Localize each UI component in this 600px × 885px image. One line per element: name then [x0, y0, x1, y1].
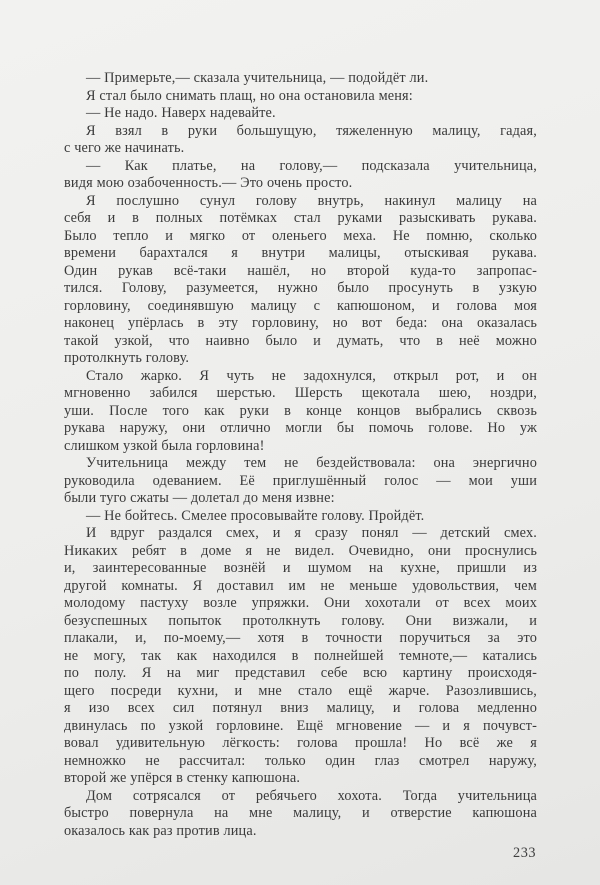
text-line: вовал удивительную лёгкость: голова прошла! Но всё же я — [64, 735, 537, 751]
text-line: мгновенно забился шерстью. Шерсть щекотала шею, ноздри, — [64, 385, 537, 401]
text-line: горловину, соединявшую малицу с капюшоном, и голова моя — [64, 297, 537, 314]
text-line: я изо всех сил потянул вниз малицу, и голова медленно — [64, 700, 537, 716]
text-line: времени барахтался я внутри малицы, отыскивая рукава. — [64, 245, 537, 261]
paragraph — [64, 508, 537, 526]
paragraph — [64, 88, 537, 106]
text-line: протолкнуть голову. — [64, 350, 190, 366]
text-line: наконец упёрлась в эту горловину, но вот беда: она оказалась — [64, 315, 537, 331]
text-line: Я послушно сунул голову внутрь, накинул малицу на — [86, 192, 537, 209]
paragraph — [64, 70, 537, 88]
text-line: И вдруг раздался смех, и я сразу понял — детский смех. — [86, 525, 537, 541]
text-line: тился. Голову, разумеется, нужно было просунуть в узкую — [64, 280, 537, 296]
paragraph — [64, 123, 537, 158]
text-line: и, заинтересованные вознёй и шумом на кухне, пришли из — [64, 560, 537, 576]
text-line: быстро повернула на мне малицу, и отверстие капюшона — [64, 805, 537, 821]
page-number: 233 — [513, 845, 536, 861]
text-line: второй же упёрся в стенку капюшона. — [64, 770, 301, 786]
text-line: с чего же начинать. — [64, 140, 185, 156]
text-line: уши. После того как руки в конце концов выбрались сквозь — [64, 402, 537, 419]
text-line: двинулась по узкой горловине. Ещё мгновение — и я почувст- — [64, 717, 537, 734]
paragraph — [64, 158, 537, 193]
text-line: руководила одеванием. Её приглушённый голос — мои уши — [64, 472, 537, 489]
text-line: Один рукав всё-таки нашёл, но второй куда-то запропас- — [64, 262, 537, 279]
paragraph — [64, 368, 537, 456]
page-text-block — [64, 70, 537, 840]
text-line: не могу, так как находился в полнейшей темноте,— катались — [64, 647, 537, 664]
text-line: — Примерьте,— сказала учительница, — подойдёт ли. — [86, 70, 429, 86]
text-line: другой комнаты. Я доставил им не меньше удовольствия, чем — [64, 577, 537, 594]
text-line: Я стал было снимать плащ, но она остановила меня: — [86, 87, 413, 104]
text-line: видя мою озабоченность.— Это очень просто. — [64, 175, 353, 191]
text-line: Дом сотрясался от ребячьего хохота. Тогда учительница — [86, 787, 537, 804]
text-line: щего посреди кухни, и мне стало ещё жарче. Разозлившись, — [64, 682, 537, 699]
text-line: по полу. Я на миг представил себе всю картину происходя- — [64, 665, 537, 681]
text-line: Я взял в руки большущую, тяжеленную малицу, гадая, — [86, 122, 537, 139]
paragraph — [64, 525, 537, 788]
paragraph — [64, 455, 537, 508]
text-line: — Не надо. Наверх надевайте. — [86, 105, 276, 121]
text-line: такой узкой, что наивно было и думать, что в неё можно — [64, 332, 537, 349]
paragraph — [64, 193, 537, 368]
text-line: — Не бойтесь. Смелее просовывайте голову. Пройдёт. — [86, 507, 425, 524]
paragraph — [64, 788, 537, 841]
text-line: немножко не рассчитал: только один глаз смотрел наружу, — [64, 752, 537, 769]
text-line: Было тепло и мягко от оленьего меха. Не помню, сколько — [64, 227, 537, 244]
text-line: — Как платье, на голову,— подсказала учительница, — [86, 157, 537, 174]
paragraph — [64, 105, 537, 123]
text-line: слишком узкой была горловина! — [64, 437, 265, 454]
text-line: молодому пастуху возле упряжки. Они хохотали от всех моих — [64, 595, 537, 611]
text-line: безуспешных попыток протолкнуть голову. Они визжали, и — [64, 612, 537, 629]
text-line: себя и в полных потёмках стал руками разыскивать рукава. — [64, 210, 537, 226]
text-line: Учительница между тем не бездействовала: она энергично — [86, 455, 537, 471]
text-line: оказалось как раз против лица. — [64, 822, 257, 839]
text-line: были туго сжаты — долетал до меня извне: — [64, 490, 335, 506]
text-line: Стало жарко. Я чуть не задохнулся, открыл рот, и он — [86, 367, 537, 384]
text-line: рукава наружу, они отлично могли бы помочь голове. Но уж — [64, 420, 537, 436]
text-line: плакали, и, по-моему,— хотя в точности поручиться за это — [64, 630, 537, 646]
text-line: Никаких ребят в доме я не видел. Очевидно, они проснулись — [64, 542, 537, 559]
